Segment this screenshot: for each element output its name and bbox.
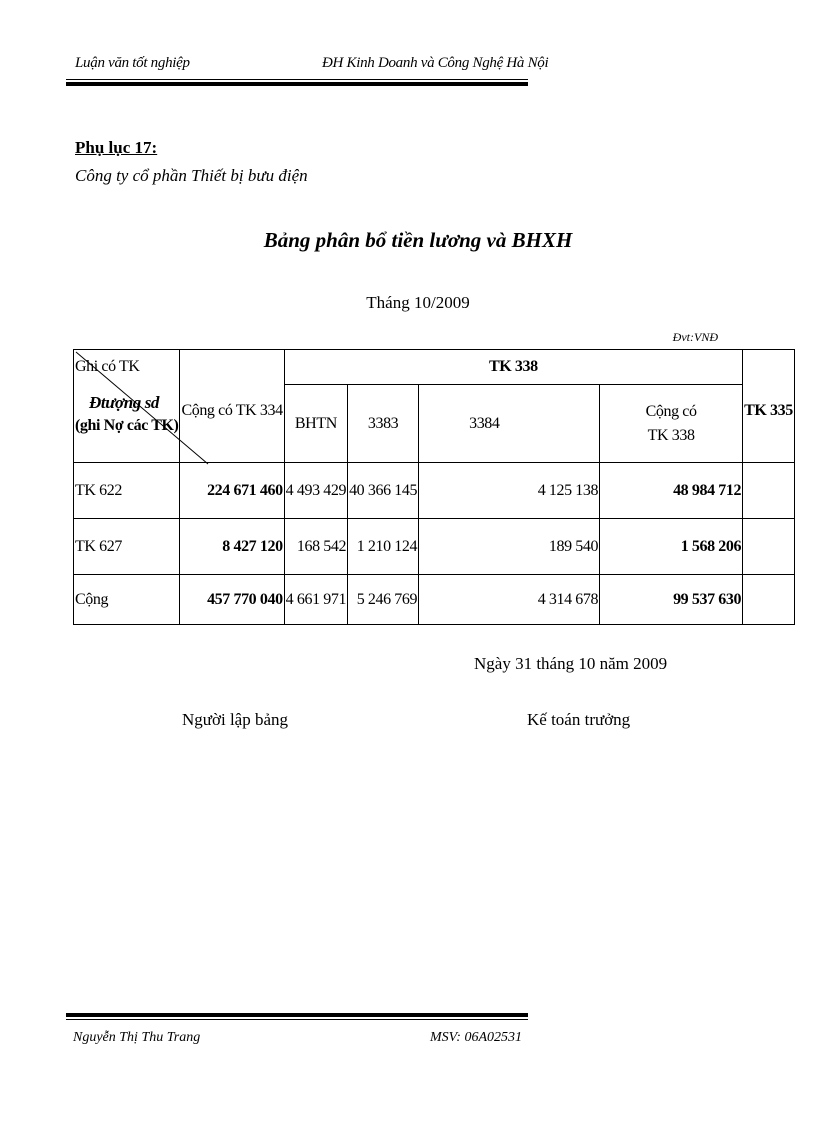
col-header-tk334: Cộng có TK 334 [180, 350, 284, 463]
col-header-total-line1: Cộng có [645, 402, 697, 420]
row-label: Cộng [74, 575, 180, 625]
cell-3383: 40 366 145 [348, 463, 419, 519]
cell-total338: 99 537 630 [600, 575, 743, 625]
cell-bhtn: 4 661 971 [284, 575, 347, 625]
cell-tk335 [743, 575, 795, 625]
signature-preparer: Người lập bảng [182, 710, 289, 729]
corner-bottom-label: (ghi Nợ các TK) [75, 417, 179, 434]
row-label: TK 627 [74, 519, 180, 575]
col-header-bhtn: BHTN [284, 385, 347, 463]
cell-tk334: 8 427 120 [180, 519, 284, 575]
footer-rule-thick [66, 1013, 528, 1017]
cell-3383: 5 246 769 [348, 575, 419, 625]
footer-student-name: Nguyễn Thị Thu Trang [73, 1030, 201, 1045]
col-header-3384: 3384 [419, 385, 600, 463]
cell-3383: 1 210 124 [348, 519, 419, 575]
cell-3384: 4 314 678 [419, 575, 600, 625]
table-row [74, 463, 795, 519]
cell-3384: 4 125 138 [419, 463, 600, 519]
table-row [74, 519, 795, 575]
corner-middle-label: Đtượng sd [89, 393, 160, 412]
company-name: Công ty cổ phần Thiết bị bưu điện [75, 166, 308, 185]
footer-rule-thin [66, 1019, 528, 1020]
header-university: ĐH Kinh Doanh và Công Nghệ Hà Nội [322, 55, 549, 71]
col-group-tk338: TK 338 [284, 350, 742, 385]
corner-header-cell [74, 350, 180, 463]
table-row [74, 575, 795, 625]
col-header-tk335: TK 335 [743, 350, 795, 463]
signature-chief-accountant: Kế toán trưởng [527, 710, 631, 729]
header-thesis-label: Luận văn tốt nghiệp [75, 55, 190, 71]
footer-student-id: MSV: 06A02531 [430, 1030, 523, 1045]
appendix-label: Phụ lục 17: [75, 138, 158, 157]
cell-tk334: 224 671 460 [180, 463, 284, 519]
cell-total338: 1 568 206 [600, 519, 743, 575]
cell-3384: 189 540 [419, 519, 600, 575]
signing-date: Ngày 31 tháng 10 năm 2009 [474, 654, 668, 673]
col-header-total-line2: TK 338 [647, 426, 695, 444]
document-title: Bảng phân bổ tiền lương và BHXH [263, 228, 573, 252]
currency-unit: Đvt:VNĐ [672, 330, 718, 344]
col-header-total-tk338 [600, 385, 743, 463]
cell-bhtn: 4 493 429 [284, 463, 347, 519]
salary-allocation-table [73, 349, 795, 625]
col-header-3383: 3383 [348, 385, 419, 463]
header-rule-thick [66, 82, 528, 86]
cell-tk334: 457 770 040 [180, 575, 284, 625]
report-month: Tháng 10/2009 [366, 293, 470, 312]
header-rule-thin [66, 79, 528, 80]
cell-bhtn: 168 542 [284, 519, 347, 575]
row-label: TK 622 [74, 463, 180, 519]
corner-top-label: Ghi có TK [75, 358, 140, 375]
cell-total338: 48 984 712 [600, 463, 743, 519]
cell-tk335 [743, 463, 795, 519]
cell-tk335 [743, 519, 795, 575]
